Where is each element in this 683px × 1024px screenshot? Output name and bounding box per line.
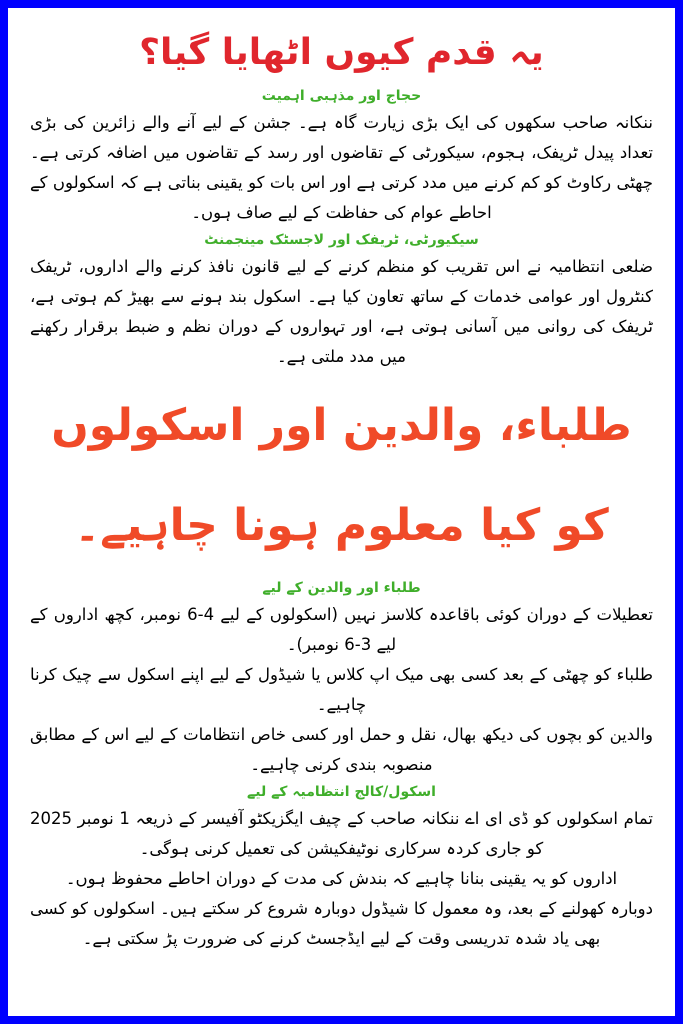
section-text-religious: ننکانہ صاحب سکھوں کی ایک بڑی زیارت گاہ ہے۔ جشن کے لیے آنے والے زائرین کی بڑی تعداد پیدل ٹریفک، ہجوم، سیکورٹی کے تقاضوں اور رسد کے تقاضوں میں اضافہ کرتی ہے۔ چھٹی رکاوٹ کو کم کرنے میں مدد کرتی ہے اور اس بات کو یقینی بناتی ہے کہ اسکولوں کے احاطے عوام کی حفاظت کے لیے صاف ہوں۔ [30, 113, 653, 222]
list-item: تمام اسکولوں کو ڈی ای اے ننکانہ صاحب کے چیف ایگزیکٹو آفیسر کے ذریعہ 1 نومبر 2025 کو جاری کردہ سرکاری نوٹیفکیشن کی تعمیل کرنی ہوگی۔ [30, 809, 653, 858]
section-text-security: ضلعی انتظامیہ نے اس تقریب کو منظم کرنے کے لیے قانون نافذ کرنے والے اداروں، ٹریفک کنٹرول اور عوامی خدمات کے ساتھ تعاون کیا ہے۔ اسکول بند ہونے سے بھیڑ کم ہوتی ہے، ٹریفک کی روانی میں آسانی ہوتی ہے، اور تہواروں کے دوران نظم و ضبط برقرار رکھنے میں مدد ملتی ہے۔ [30, 257, 653, 366]
list-item: والدین کو بچوں کی دیکھ بھال، نقل و حمل اور کسی خاص انتظامات کے لیے اس کے مطابق منصوبہ بندی کرنی چاہیے۔ [30, 725, 653, 774]
list-item: تعطیلات کے دوران کوئی باقاعدہ کلاسز نہیں (اسکولوں کے لیے 4-6 نومبر، کچھ اداروں کے لیے 3-6 نومبر)۔ [30, 605, 653, 654]
section-heading-security: سیکیورٹی، ٹریفک اور لاجسٹک مینجمنٹ [204, 232, 479, 248]
list-item: طلباء کو چھٹی کے بعد کسی بھی میک اپ کلاس یا شیڈول کے لیے اپنے اسکول سے چیک کرنا چاہیے۔ [30, 665, 653, 714]
list-item: دوبارہ کھولنے کے بعد، وہ معمول کا شیڈول دوبارہ شروع کر سکتے ہیں۔ اسکولوں کو کسی بھی یاد شدہ تدریسی وقت کے لیے ایڈجسٹ کرنے کی ضرورت پڑ سکتی ہے۔ [30, 899, 653, 948]
section-heading-religious: حجاج اور مذہبی اہمیت [261, 88, 422, 104]
article [30, 22, 653, 1002]
section-heading-admin: اسکول/کالج انتظامیہ کے لیے [247, 784, 436, 800]
section-heading-students-parents: طلباء اور والدین کے لیے [262, 580, 421, 596]
page-title: یہ قدم کیوں اٹھایا گیا؟ [139, 32, 544, 73]
headline: طلباء، والدین اور اسکولوں کو کیا معلوم ہونا چاہیے۔ [51, 400, 632, 551]
list-item: اداروں کو یہ یقینی بنانا چاہیے کہ بندش کی مدت کے دوران احاطے محفوظ ہوں۔ [65, 869, 618, 888]
